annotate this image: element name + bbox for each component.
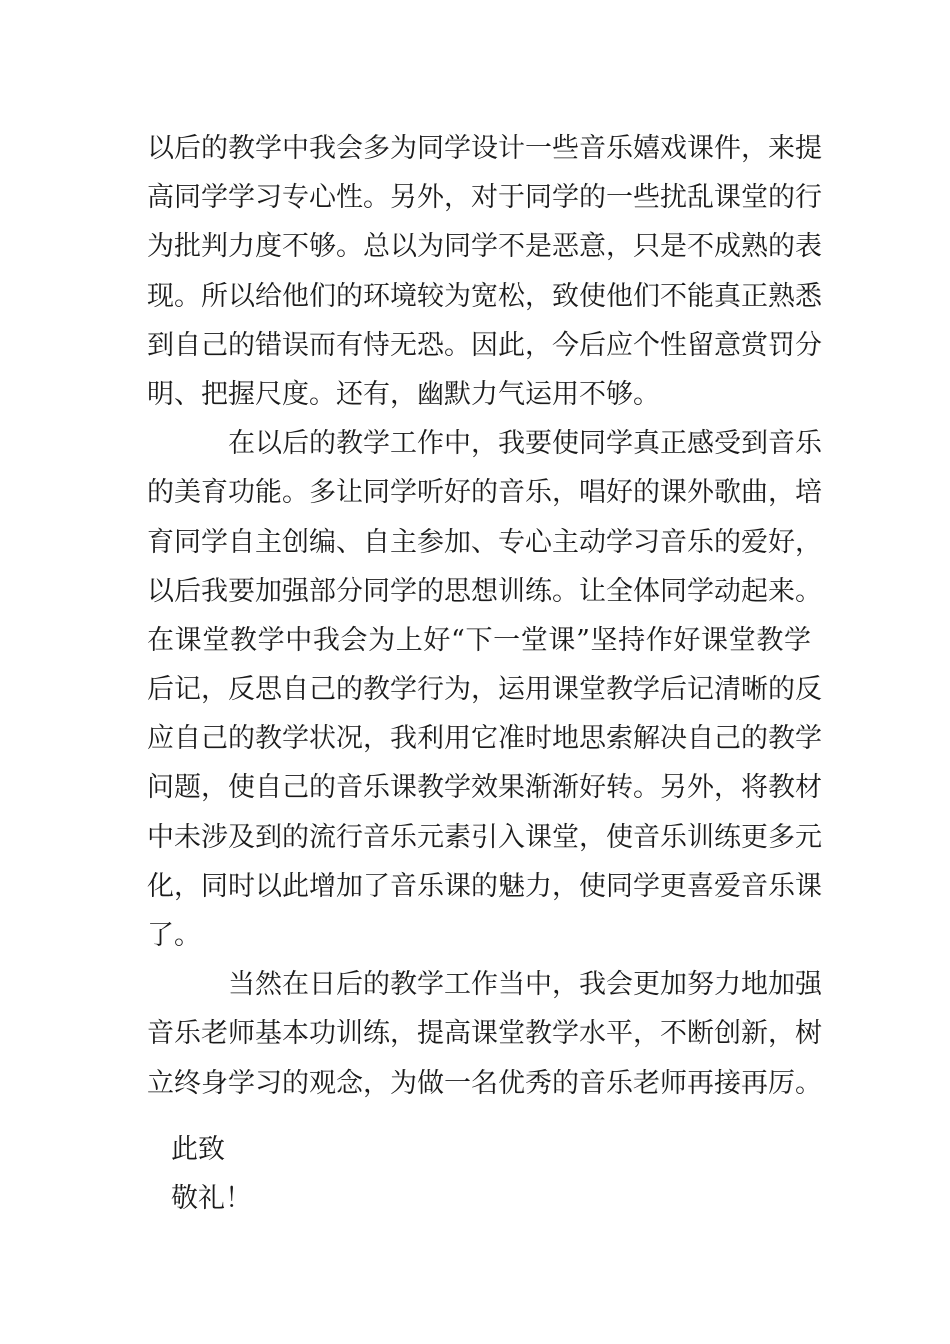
paragraph-2-line-9: 中未涉及到的流行音乐元素引入课堂，使音乐训练更多元 <box>147 821 822 853</box>
paragraph-2-line-2: 的美育功能。多让同学听好的音乐，唱好的课外歌曲，培 <box>147 477 822 509</box>
paragraph-3-line-1: 当然在日后的教学工作当中，我会更加努力地加强 <box>147 969 822 1001</box>
paragraph-1-line-2: 高同学学习专心性。另外，对于同学的一些扰乱课堂的行 <box>147 182 822 214</box>
document-body <box>147 124 822 1108</box>
paragraph-1-line-3: 为批判力度不够。总以为同学不是恶意，只是不成熟的表 <box>147 231 822 263</box>
paragraph-2-line-11: 了。 <box>147 920 201 951</box>
paragraph-2-line-1: 在以后的教学工作中，我要使同学真正感受到音乐 <box>147 428 822 460</box>
paragraph-2-line-5: 在课堂教学中我会为上好“下一堂课”坚持作好课堂教学 <box>147 624 811 656</box>
closing-regards: 敬礼！ <box>171 1183 252 1214</box>
paragraph-2-line-8: 问题，使自己的音乐课教学效果渐渐好转。另外，将教材 <box>147 772 822 804</box>
paragraph-1-line-4: 现。所以给他们的环境较为宽松，致使他们不能真正熟悉 <box>147 280 822 312</box>
paragraph-2-line-6: 后记，反思自己的教学行为，运用课堂教学后记清晰的反 <box>147 674 822 706</box>
paragraph-3-line-2: 音乐老师基本功训练，提高课堂教学水平，不断创新，树 <box>147 1018 822 1050</box>
paragraph-3-line-3: 立终身学习的观念，为做一名优秀的音乐老师再接再厉。 <box>147 1067 822 1099</box>
paragraph-1-line-6: 明、把握尺度。还有，幽默力气运用不够。 <box>147 378 660 410</box>
paragraph-2-line-7: 应自己的教学状况，我利用它准时地思索解决自己的教学 <box>147 723 822 755</box>
paragraph-1-line-1: 以后的教学中我会多为同学设计一些音乐嬉戏课件，来提 <box>147 133 822 164</box>
paragraph-1-line-5: 到自己的错误而有恃无恐。因此，今后应个性留意赏罚分 <box>147 329 822 361</box>
paragraph-2-line-3: 育同学自主创编、自主参加、专心主动学习音乐的爱好， <box>147 526 822 558</box>
paragraph-2-line-4: 以后我要加强部分同学的思想训练。让全体同学动起来。 <box>147 575 822 607</box>
paragraph-2-line-10: 化，同时以此增加了音乐课的魅力，使同学更喜爱音乐课 <box>147 870 822 902</box>
closing-salutation: 此致 <box>171 1134 225 1165</box>
